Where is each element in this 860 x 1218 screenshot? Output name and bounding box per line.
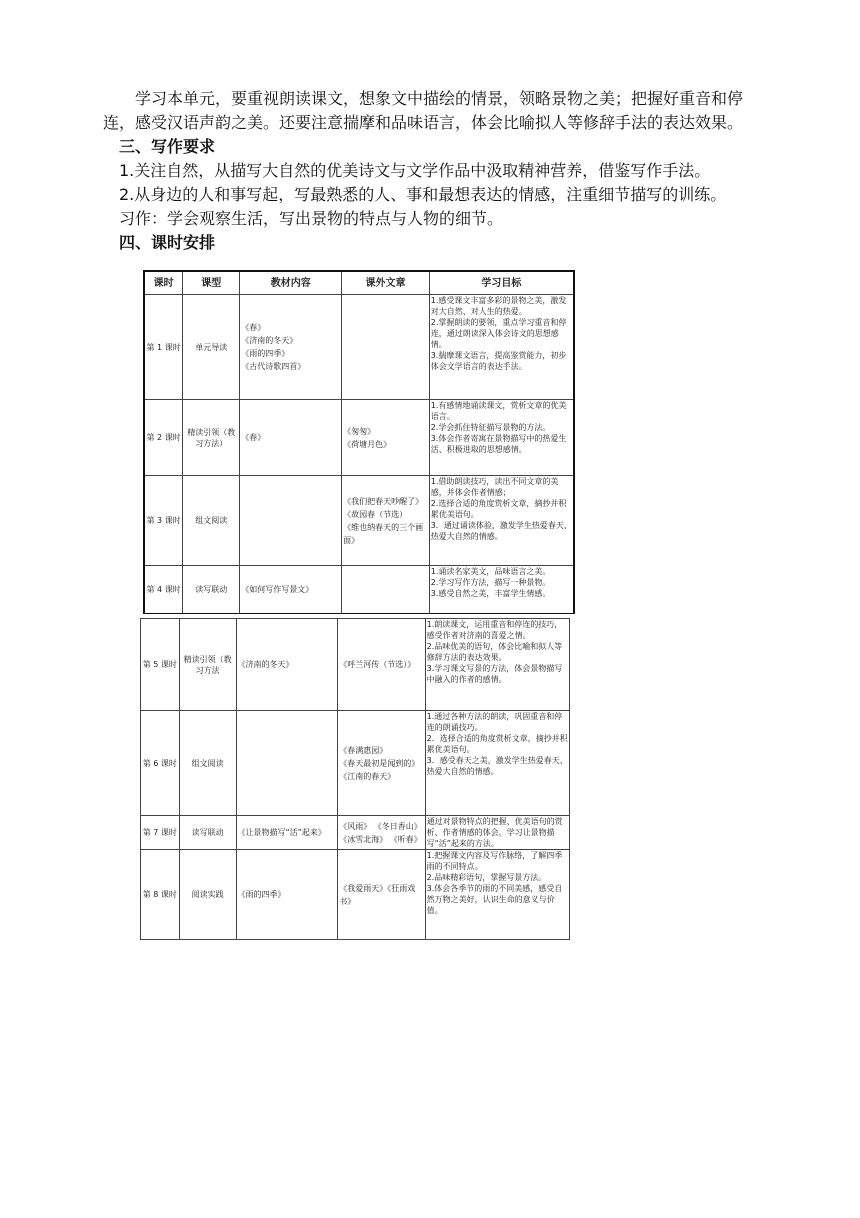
goal-item: 1.感受课文丰富多彩的景物之美，激发对大自然、对人生的热爱。 bbox=[430, 296, 567, 316]
table-row bbox=[141, 619, 570, 711]
material-title: 《雨的四季》 bbox=[241, 349, 290, 358]
goal-item: 2.品味优美的语句，体会比喻和拟人等修辞方法的表达效果。 bbox=[426, 642, 563, 662]
goal-item: 2.学会抓住特征描写景物的方法。 bbox=[430, 423, 551, 432]
goal-item: 3.揣摩课文语言，提高鉴赏能力，初步体会文学语言的表达手法。 bbox=[430, 351, 567, 371]
goals-cell bbox=[429, 400, 574, 476]
extra-reading-title: 《我爱雨天》《狂雨戏书》 bbox=[339, 883, 416, 906]
table-row bbox=[141, 850, 570, 940]
material-title: 《古代诗歌四首》 bbox=[241, 362, 306, 371]
materials-cell bbox=[240, 476, 342, 566]
period-cell: 第 7 课时 bbox=[141, 816, 180, 850]
extra-reading-title: 《我们把春天吵醒了》 bbox=[343, 496, 424, 506]
period-cell: 第 5 课时 bbox=[141, 619, 180, 711]
writing-requirements-section bbox=[103, 135, 763, 255]
lesson-type-cell: 单元导读 bbox=[183, 295, 240, 400]
extra-reading-title: 《风雨》 《冬日香山》 bbox=[339, 821, 422, 831]
lesson-type-cell: 组文阅读 bbox=[183, 476, 240, 566]
column-header: 学习目标 bbox=[429, 271, 574, 295]
column-header: 课型 bbox=[183, 271, 240, 295]
extra-reading-title: 《春满惠园》 bbox=[339, 745, 388, 755]
extra-reading-title: 《冰雪北海》 《听春》 bbox=[339, 834, 422, 844]
material-title: 《春》 bbox=[241, 433, 266, 442]
section3-item-3: 习作：学会观察生活，写出景物的特点与人物的细节。 bbox=[119, 209, 504, 228]
extra-readings-cell bbox=[342, 476, 430, 566]
extra-readings-cell bbox=[338, 816, 425, 850]
goals-cell bbox=[429, 566, 574, 614]
materials-cell bbox=[236, 816, 338, 850]
goal-item: 3．感受春天之美，激发学生热爱春天、热爱大自然的情感。 bbox=[426, 756, 568, 776]
goals-cell bbox=[425, 816, 569, 850]
goals-cell bbox=[429, 476, 574, 566]
extra-reading-title: 《春天最初是闻到的》 bbox=[339, 758, 420, 768]
extra-reading-title: 《匆匆》 bbox=[343, 426, 376, 436]
goal-item: 3.感受自然之美，丰富学生情感。 bbox=[430, 589, 551, 598]
goals-cell bbox=[425, 711, 569, 816]
goal-item: 2．选择合适的角度赏析文章，摘抄并积累优美语句。 bbox=[426, 734, 568, 754]
extra-readings-cell bbox=[342, 400, 430, 476]
section3-item-2: 2.从身边的人和事写起，写最熟悉的人、事和最想表达的情感，注重细节描写的训练。 bbox=[119, 185, 727, 204]
goal-item: 3.体会各季节的雨的不同美感，感受自然万物之美好，认识生命的意义与价值。 bbox=[426, 884, 563, 915]
extra-reading-title: 《荷塘月色》 bbox=[343, 439, 392, 449]
extra-readings-cell bbox=[338, 711, 425, 816]
period-cell: 第 8 课时 bbox=[141, 850, 180, 940]
goal-item: 1.有感情地诵读课文，赏析文章的优美语言。 bbox=[430, 401, 567, 421]
goals-cell bbox=[429, 295, 574, 400]
materials-cell bbox=[236, 619, 338, 711]
lesson-type-cell: 阅读实践 bbox=[179, 850, 236, 940]
section4-title: 四、课时安排 bbox=[119, 233, 216, 252]
goal-item: 3.学习课文写景的方法，体会景物描写中融入的作者的感情。 bbox=[426, 664, 563, 684]
lesson-type-cell: 精读引领（教习方法 bbox=[179, 619, 236, 711]
goal-item: 2.学习写作方法，描写一种景物。 bbox=[430, 578, 551, 587]
extra-reading-title: 《呼兰河传（节选）》 bbox=[339, 660, 416, 669]
schedule-table-part-1-clip bbox=[140, 262, 580, 614]
table-row bbox=[144, 566, 574, 614]
goal-item: 1.把握课文内容及写作脉络，了解四季雨的不同特点。 bbox=[426, 851, 563, 871]
goals-cell bbox=[425, 850, 569, 940]
period-cell: 第 4 课时 bbox=[144, 566, 183, 614]
lesson-type-cell: 读写联动 bbox=[183, 566, 240, 614]
material-title: 《雨的四季》 bbox=[237, 890, 286, 899]
intro-line-2: 连，感受汉语声韵之美。还要注意揣摩和品味语言，体会比喻拟人等修辞手法的表达效果。 bbox=[103, 113, 744, 132]
schedule-table-part-2 bbox=[140, 618, 570, 940]
period-cell: 第 2 课时 bbox=[144, 400, 183, 476]
materials-cell bbox=[236, 850, 338, 940]
goal-item: 3．通过诵读体验，激发学生热爱春天、热爱大自然的情感。 bbox=[430, 521, 572, 541]
goal-item: 1.借助朗读技巧，读出不同文章的美感，并体会作者情感； bbox=[430, 477, 559, 497]
lesson-type-cell: 组文阅读 bbox=[179, 711, 236, 816]
table-row bbox=[141, 711, 570, 816]
material-title: 《让景物描写“活”起来》 bbox=[237, 828, 326, 837]
material-title: 《如何写作写景文》 bbox=[241, 584, 314, 594]
intro-line-1: 学习本单元，要重视朗读课文，想象文中描绘的情景，领略景物之美；把握好重音和停 bbox=[135, 89, 744, 108]
goal-item: 1.诵读名家美文，品味语言之美。 bbox=[430, 567, 551, 576]
period-cell: 第 6 课时 bbox=[141, 711, 180, 816]
goal-item: 2.掌握朗读的要领，重点学习重音和停连，通过朗读深入体会诗文的思想感情。 bbox=[430, 318, 567, 349]
table-header-row bbox=[144, 271, 574, 295]
extra-reading-title: 《江南的春天》 bbox=[339, 771, 396, 781]
goal-item: 1.通过各种方法的朗读，巩固重音和停连的朗诵技巧。 bbox=[426, 712, 563, 732]
material-title: 《济南的冬天》 bbox=[237, 660, 294, 669]
materials-cell bbox=[236, 711, 338, 816]
table-row bbox=[144, 400, 574, 476]
period-cell: 第 3 课时 bbox=[144, 476, 183, 566]
materials-cell bbox=[240, 295, 342, 400]
table-row bbox=[144, 476, 574, 566]
material-title: 《春》 bbox=[241, 323, 266, 332]
section3-title: 三、写作要求 bbox=[119, 137, 216, 156]
lesson-type-cell: 读写联动 bbox=[179, 816, 236, 850]
goal-item: 3.体会作者寄寓在景物描写中的热爱生活、积极进取的思想感情。 bbox=[430, 434, 567, 454]
material-title: 《济南的冬天》 bbox=[241, 336, 298, 345]
extra-readings-cell bbox=[342, 566, 430, 614]
extra-reading-title: 《故园春（节选） bbox=[343, 509, 408, 519]
table-row bbox=[144, 295, 574, 400]
extra-readings-cell bbox=[342, 295, 430, 400]
lesson-type-cell: 精读引领（教习方法） bbox=[183, 400, 240, 476]
goal-item: 2.选择合适的角度赏析文章，摘抄并积累优美语句。 bbox=[430, 499, 567, 519]
goal-item: 1.朗读课文，运用重音和停连的技巧，感受作者对济南的喜爱之情。 bbox=[426, 620, 563, 640]
goal-item: 2.品味精彩语句，掌握写景方法。 bbox=[426, 873, 547, 882]
materials-cell bbox=[240, 566, 342, 614]
extra-readings-cell bbox=[338, 850, 425, 940]
goal-item: 通过对景物特点的把握、优美语句的赏析、作者情感的体会，学习让景物描写“活”起来的方法。 bbox=[426, 817, 563, 848]
column-header: 教材内容 bbox=[240, 271, 342, 295]
schedule-table-part-1 bbox=[143, 270, 575, 614]
column-header: 课时 bbox=[144, 271, 183, 295]
section3-item-1: 1.关注自然，从描写大自然的优美诗文与文学作品中汲取精神营养，借鉴写作手法。 bbox=[119, 161, 711, 180]
table-row bbox=[141, 816, 570, 850]
intro-paragraph bbox=[103, 87, 763, 135]
column-header: 课外文章 bbox=[342, 271, 430, 295]
extra-reading-title: 《维也纳春天的三个画面》 bbox=[343, 522, 424, 545]
goals-cell bbox=[425, 619, 569, 711]
materials-cell bbox=[240, 400, 342, 476]
period-cell: 第 1 课时 bbox=[144, 295, 183, 400]
extra-readings-cell bbox=[338, 619, 425, 711]
